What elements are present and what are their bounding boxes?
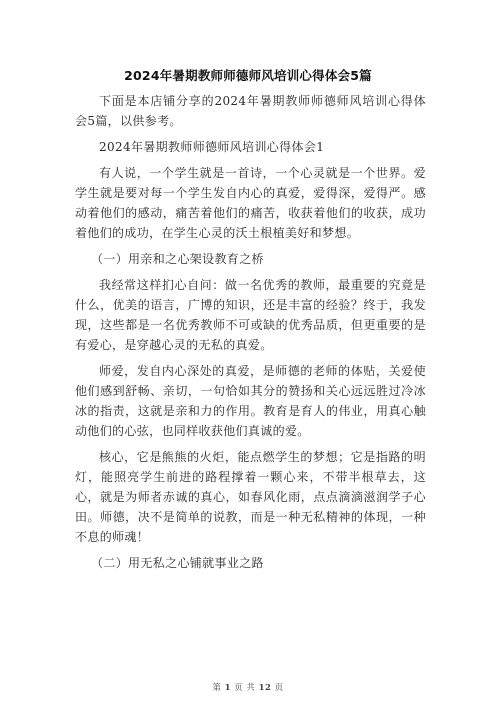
body-paragraph: 我经常这样扪心自问：做一名优秀的教师，最重要的究竟是什么，优美的语言，广博的知识，还是丰富的经验？终于，我发现，这些都是一名优秀教师不可或缺的优秀品质，但更重要的是有爱心，是穿越心灵的无私的真爱。 [75, 278, 426, 352]
page-footer [0, 681, 496, 693]
body-paragraph: 核心，它是熊熊的火炬，能点燃学生的梦想；它是指路的明灯，能照亮学生前进的路程撑着一颗心来，不带半根草去，这心，就是为师者赤诚的真心，如春风化雨，点点滴滴滋润学子心田。师德，决不是简单的说教，而是一种无私精神的体现，一种不息的师魂！ [75, 450, 426, 544]
document-title: 2024年暑期教师师德师风培训心得体会5篇 [124, 68, 372, 83]
body-paragraph: 师爱，发自内心深处的真爱，是师德的老师的体贴，关爱使他们感到舒畅、亲切，一句恰如其分的赞扬和关心远远胜过冷冰冰的指责，这就是亲和力的作用。教育是育人的伟业，用真心触动他们的心弦，也同样收获他们真诚的爱。 [75, 364, 426, 438]
footer-prefix: 第 [212, 683, 222, 693]
footer-current-page: 1 [224, 683, 231, 693]
footer-total-pages: 12 [258, 683, 272, 693]
document-body [75, 91, 426, 579]
footer-suffix: 页 [274, 683, 284, 693]
intro-paragraph: 下面是本店铺分享的2024年暑期教师师德师风培训心得体会5篇，以供参考。 [75, 94, 426, 128]
subheading: （一）用亲和之心架设教育之桥 [91, 252, 264, 266]
footer-middle: 页 共 [234, 683, 256, 693]
body-paragraph: 有人说，一个学生就是一首诗，一个心灵就是一个世界。爱学生就是要对每一个学生发自内心的真爱，爱得深，爱得严。感动着他们的感动，痛苦着他们的痛苦，收获着他们的收获，成功着他们的成功，在学生心灵的沃土根植美好和梦想。 [75, 166, 426, 240]
section-title: 2024年暑期教师师德师风培训心得体会1 [99, 140, 325, 154]
subheading: （二）用无私之心铺就事业之路 [91, 556, 264, 570]
